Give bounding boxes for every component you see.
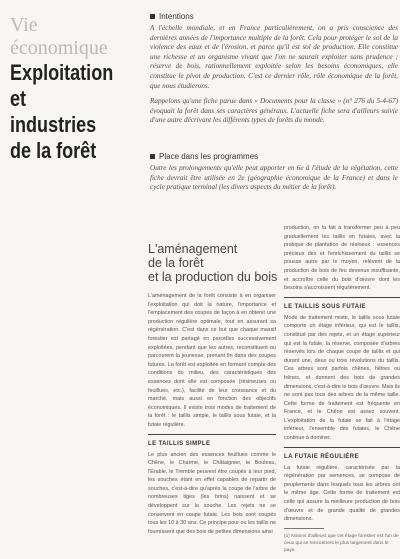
rubric-line-2: économique [10, 37, 108, 59]
article-column-left [148, 292, 276, 536]
futaie-heading: LA FUTAIE RÉGULIÈRE [284, 453, 359, 460]
intentions-heading [150, 12, 398, 21]
intentions-heading-text: Intentions [159, 12, 194, 21]
section-divider [284, 447, 400, 448]
programmes-heading-text: Place dans les programmes [159, 152, 259, 161]
futaie-text: La futaie régulière, caractérisée par la régénération par semences, se compose de peuplements dans lesquels tous les arbres ont le même âge. Cette forme de traitement est celle qui assure la meilleure production de bois d'œuvre et de grande qualité de grandes dimensions. [284, 464, 400, 523]
title-line-3: industries [10, 112, 97, 137]
rubric-line-1: Vie [10, 14, 38, 36]
intentions-paragraph-2: Rappelons qu'une fiche parue dans « Documents pour la classe » (n° 276 du 5-4-67) évoquait la forêt dans ses caractères généraux. L'actuelle fiche sera d'ailleurs suivie d'une autre décrivant les différents types de forêts du monde. [150, 97, 398, 125]
intentions-section [150, 12, 398, 132]
title-line-2: et [10, 86, 27, 111]
title-line-4: de la forêt [10, 138, 97, 163]
section-divider [284, 297, 400, 298]
article-intro: L'aménagement de la forêt consiste à en organiser l'exploitation qui doit la nature, l'importance et l'emplacement des coupes de façon à en obtenir une production régulière optimale, tout en assurant sa régénération. C'est dans ce but que chaque massif forestier est partagé en parcelles successivement exploitées, pendant que les autres, reconstituent ou parcourent la jeunesse, prenant fin dans des coupes futures. La forêt est exploitée en formant compte des conditions du milieu, des caractéristiques des essences dont elle est composée (résineuses ou feuillues, etc.), facilité de leur croissance et du marché, mais aussi en fonction des objectifs économiques. Il existe trois modes de traitement de la forêt : le taillis simple, le taillis sous futaie, et la futaie régulière. [148, 293, 276, 428]
programmes-heading [150, 152, 398, 161]
square-bullet-icon [150, 154, 155, 159]
article-heading-line-3: et la production du bois [148, 270, 278, 284]
article-heading-line-2: de la forêt [148, 256, 204, 270]
taillis-simple-text: Le plus ancien des essences feuillues comme le Chêne, le Charme, le Châtaignier, le Bouleau, l'Érable, le Tremble peuvent être coupés à leur pied, les souches étant en effet capables de repartir de souches, c'est-à-dire qu'après la coupe de l'arbre de nombreuses tiges (les brins) naissent et se développent sur la souche. Les rejets ne se conservent en coupe futaie. Les bois sont coupés tous les 10 à 30 ans. Ce principe pour ou les taillis ne fournissent que des bois de petites dimensions ainsi [148, 451, 276, 535]
taillis-simple-heading: LE TAILLIS SIMPLE [148, 440, 211, 447]
section-divider [148, 434, 276, 435]
title-block [10, 14, 140, 164]
right-intro-text: production, on la fait à transformer peu à peu graduellement les taillis en futaies, avec la pratique de plantation de résineux : essences précieux des et l'enrichissement du taillis se pousse autre par le moyen, relèvent de la production de bois de feu devenue insuffisante, et accroître celle du bois d'œuvre dont les besoins s'accroissent régulièrement. [284, 225, 400, 292]
title-line-1: Exploitation [10, 60, 114, 85]
footnote: (1) Notons d'ailleurs que cet étage forestier est l'un de ceux qui se rencontrent le plus largement dans le pays. [284, 533, 399, 553]
article-heading-line-1: L'aménagement [148, 242, 238, 256]
square-bullet-icon [150, 14, 155, 19]
article-column-right [284, 224, 400, 559]
intentions-paragraph-1: A l'échelle mondiale, et en France particulièrement, on a pris conscience des dernières années de l'importance multiple de la forêt. Cela pour protéger le sol de la violence des eaux et de l'érosion, et parce qu'il est sol de production. Elle constitue une richesse et un organisme vivant que l'on ne saurait exploiter sans prudence ; réserve de bois, rationnellement exploitée selon les besoins économiques, elle constitue le pivot de production. C'est ce dernier rôle, rôle économique de la forêt, que nous étudierons. [150, 24, 398, 90]
taillis-sous-futaie-heading: LE TAILLIS SOUS FUTAIE [284, 303, 366, 310]
programmes-paragraph: Outre les prolongements qu'elle peut apporter en 6e à l'étude de la végétation, cette fiche devrait être utilisée en 2e (géographie économique de la France) et dans le cycle pratique terminal (les divers aspects du métier de la forêt). [150, 164, 398, 192]
footnote-divider [284, 528, 324, 529]
article-heading [148, 242, 278, 284]
programmes-section [150, 152, 398, 199]
taillis-sous-futaie-text: Mode de traitement mixte, le taillis sous futaie comporte un étage inférieur, qui est le taillis, constitué par des rejets, et un étage supérieur qui est la futaie, la réserve, composée d'arbres réservés lors de chaque coupe de taillis et qui durant une, deux ou trois révolutions du taillis. Ces arbres sont parfois chênes, hêtres ou frênes, et donnent des bois de grandes dimensions, c'est-à-dire le bois d'œuvre. Mais ils ne sont pas tous des arbres de la même taille. Cette forme de traitement est fréquente en France, et le Chêne est assez souvent. L'exploitation de la futaie se fait à l'étage inférieur, l'ensemble des futaies, le Chêne continue à dominer. [284, 314, 400, 442]
